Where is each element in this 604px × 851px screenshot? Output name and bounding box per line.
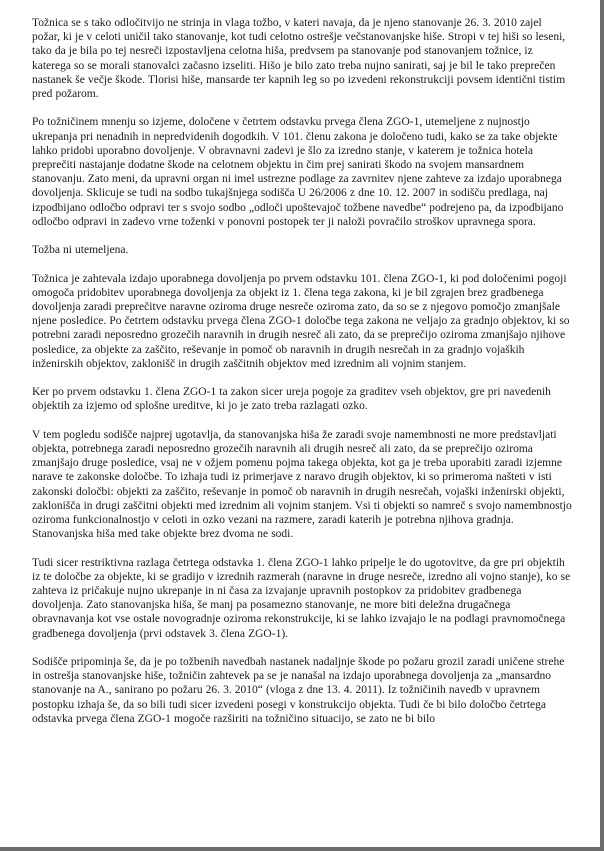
paragraph-legal-basis: Tožnica je zahtevala izdajo uporabnega dovoljenja po prvem odstavku 101. člena ZGO-1, ki pod določenimi pogoji omogoča pridobitev uporabnega dovoljenja za objekt iz 1. člena tega zakona, ki je bil zgrajen brez gradbenega dovoljenja zaradi preprečitve naravne oziroma druge nesreče oziroma zato, da so se z njegovo pomočjo zmanjšale njene posledice. Po četrtem odstavku prvega člena ZGO-1 določbe tega zakona ne veljajo za gradnjo objektov, ki so potrebni zaradi neposredno grozečih naravnih in drugih nesreč ali zato, da se preprečijo oziroma zmanjšajo njihove posledice, za objekte za zaščito, reševanje in pomoč ob naravnih in drugih nesrečah in za gradnjo vojaških inženirskih objektov, zaklonišč in drugih zaščitnih objektov med izrednim ali vojnim stanjem.: [32, 272, 570, 370]
paragraph-court-remark: Sodišče pripominja še, da je po tožbenih navedbah nastanek nadaljnje škode po požaru grozil zaradi uničene strehe in ostrešja stanovanjske hiše, tožničin zahtevek pa se je nanašal na izdajo uporabnega dovoljenja za „mansardno stanovanje na A., sanirano po požaru 26. 3. 2010“ (vloga z dne 13. 4. 2011). Iz tožničinih navedb v upravnem postopku izhaja še, da so bili tudi sicer izvedeni posegi v konstrukcijo objekta. Tudi če bi bilo določbo četrtega odstavka prvega člena ZGO-1 mogoče razširiti na tožničino situacijo, se zato ne bi bilo: [32, 656, 565, 725]
paragraph-restrictive-reading: Tudi sicer restriktivna razlaga četrtega odstavka 1. člena ZGO-1 lahko pripelje le do ugotovitve, da gre pri objektih iz te določbe za objekte, ki se gradijo v izrednih razmerah (naravne in druge nesreče, izredno ali vojno stanje), ko se zahteva iz pričakuje nujno ukrepanje in ni časa za izvajanje upravnih postopkov za pridobitev gradbenega dovoljenja. Zato stanovanjska hiša, še manj pa posamezno stanovanje, ne more biti deležna drugačnega obravnavanja kot vse ostale novogradnje oziroma rekonstrukcije, ki se lahko izvajajo le na podlagi pravnomočnega gradbenega dovoljenja (prvi odstavek 3. člena ZGO-1).: [32, 556, 571, 640]
paragraph-plaintiff-claim: Tožnica se s tako odločitvijo ne strinja in vlaga tožbo, v kateri navaja, da je njeno stanovanje 26. 3. 2010 zajel požar, ki je v celoti uničil tako stanovanje, kot tudi celotno ostrešje večstanovanjske hiše. Stropi v tej hiši so leseni, tako da je bila po tej nesreči izpostavljena celotna hiša, predvsem pa stanovanje pod stanovanjem tožnice, iz katerega so se morali stanovalci začasno izseliti. Hišo je bilo zato treba nujno sanirati, saj je bil le tako preprečen nastanek še večje škode. Tlorisi hiše, mansarde ter kapnih leg so po izvedeni rekonstrukciji povsem identični tistim pred požarom.: [32, 17, 566, 101]
paragraph-court-finding: V tem pogledu sodišče najprej ugotavlja, da stanovanjska hiša že zaradi svoje namembnosti ne more predstavljati objekta, potrebnega zaradi neposredno grozečih naravnih ali drugih nesreč ali zato, da se preprečijo oziroma zmanjšajo druge posledice, vsaj ne v ožjem pomenu pojma takega objekta, kot ga je treba uporabiti zaradi izjemne narave te zakonske določbe. To izhaja tudi iz primerjave z naravo drugih objektov, ki so primeroma našteti v isti zakonski določbi: objekti za zaščito, reševanje in pomoč ob naravnih in drugih nesrečah, vojaški inženirski objekti, zaklonišča in drugi zaščitni objekti med izrednim ali vojnim stanjem. Vsi ti objekti so namreč s svojo namembnostjo oziroma funkcionalnostjo v celoti in ozko vezani na razmere, zaradi katerih je potrebna njihova gradnja. Stanovanjska hiša med take objekte brez dvoma ne sodi.: [32, 428, 572, 541]
paragraph-exception-narrow: Ker po prvem odstavku 1. člena ZGO-1 ta zakon sicer ureja pogoje za graditev vseh objektov, gre pri navedenih objektih za izjemo od splošne ureditve, ki jo je zato treba razlagati ozko.: [32, 386, 551, 413]
paragraph-ruling-statement: Tožba ni utemeljena.: [32, 244, 129, 257]
paragraph-plaintiff-arguments: Po tožničinem mnenju so izjeme, določene v četrtem odstavku prvega člena ZGO-1, utemeljene z nujnostjo ukrepanja pri nenadnih in nepredvidenih dogodkih. V 101. členu zakona je določeno tudi, kako se za take objekte lahko pridobi uporabno dovoljenje. V obravnavni zadevi je šlo za izredno stanje, v katerem je tožnica hotela preprečiti nastajanje dodatne škode na celotnem objektu in čim prej sanirati škodo na svojem mansardnem stanovanju. Zato meni, da upravni organ ni imel ustrezne podlage za zavrnitev njene zahteve za izdajo uporabnega dovoljenja. Sklicuje se tudi na sodbo tukajšnjega sodišča U 26/2006 z dne 10. 12. 2007 in sodišču predlaga, naj izpodbijano odločbo odpravi ter s svojo sodbo „odloči upoštevajoč tožbene navedbe“ podrejeno pa, da izpodbijano odločbo odpravi in zadevo vrne toženki v ponovni postopek ter ji naloži povračilo stroškov upravnega spora.: [32, 116, 564, 228]
